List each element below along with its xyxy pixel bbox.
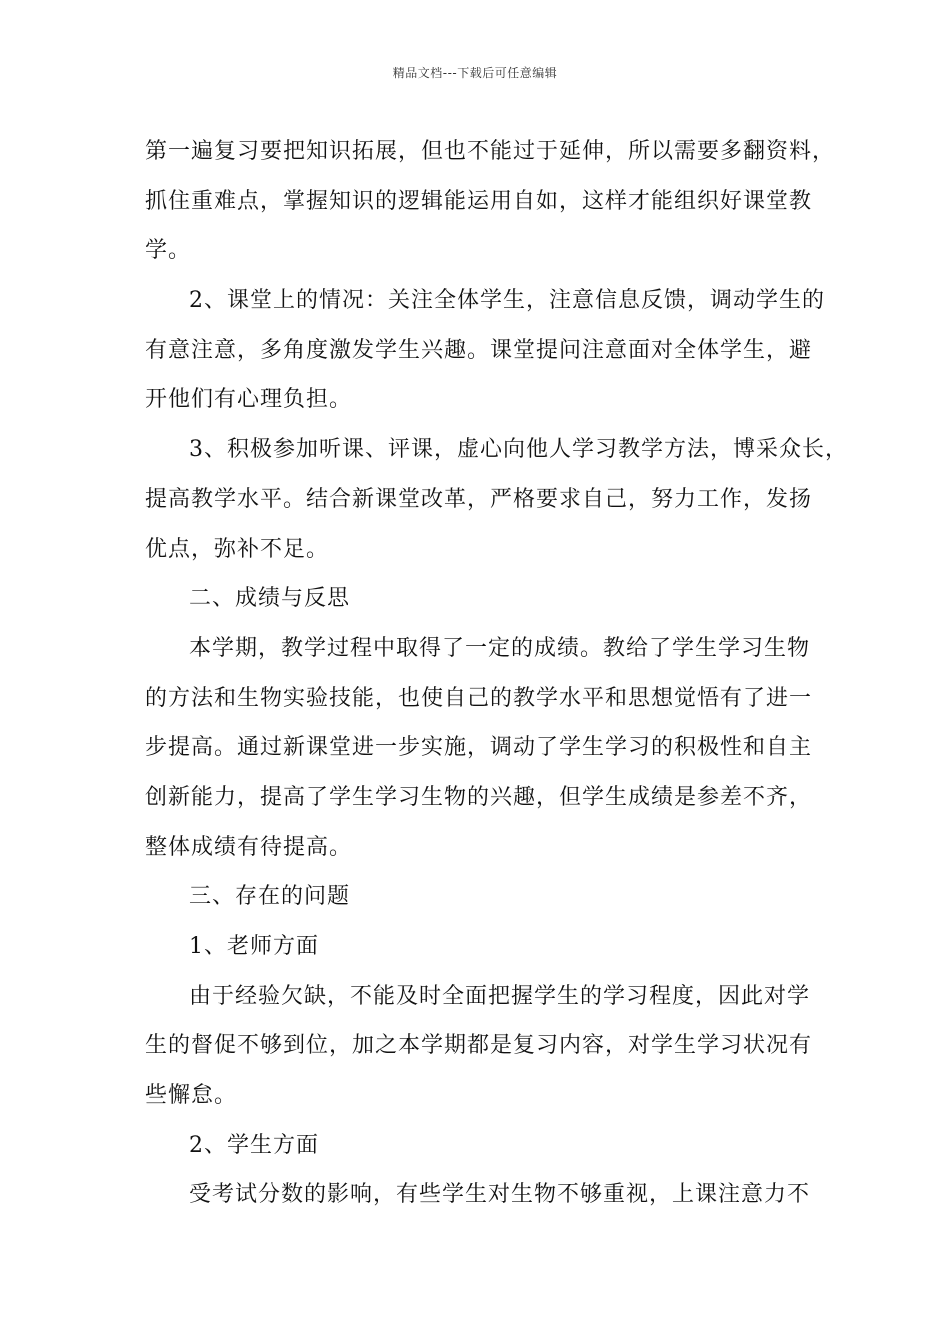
text-line: 有意注意，多角度激发学生兴趣。课堂提问注意面对全体学生，避	[145, 337, 813, 363]
text-line: 些懈怠。	[145, 1083, 238, 1109]
subsection-heading: 2、学生方面	[189, 1132, 319, 1158]
text-line: 第一遍复习要把知识拓展，但也不能过于延伸，所以需要多翻资料，	[145, 139, 836, 164]
text-line: 整体成绩有待提高。	[145, 834, 353, 860]
text-line: 抓住重难点，掌握知识的逻辑能运用自如，这样才能组织好课堂教	[145, 188, 813, 214]
text-line: 由于经验欠缺，不能及时全面把握学生的学习程度，因此对学	[189, 983, 811, 1009]
text-line: 学。	[145, 238, 192, 264]
text-line: 创新能力，提高了学生学习生物的兴趣，但学生成绩是参差不齐，	[145, 784, 813, 810]
text-line: 3、积极参加听课、评课，虚心向他人学习教学方法，博采众长，	[189, 437, 848, 463]
subsection-heading: 1、老师方面	[189, 934, 319, 959]
section-heading: 二、成绩与反思	[189, 586, 351, 612]
text-line: 优点，弥补不足。	[145, 536, 330, 562]
section-heading: 三、存在的问题	[189, 884, 351, 910]
document-body	[145, 132, 848, 1225]
text-line: 步提高。通过新课堂进一步实施，调动了学生学习的积极性和自主	[145, 735, 813, 761]
page-header: 精品文档---下载后可任意编辑	[392, 66, 558, 80]
text-line: 2、课堂上的情况：关注全体学生，注意信息反馈，调动学生的	[189, 288, 825, 314]
text-line: 本学期，教学过程中取得了一定的成绩。教给了学生学习生物	[189, 635, 811, 661]
text-line: 受考试分数的影响，有些学生对生物不够重视，上课注意力不	[189, 1182, 811, 1208]
text-line: 生的督促不够到位，加之本学期都是复习内容，对学生学习状况有	[145, 1033, 813, 1059]
text-line: 的方法和生物实验技能，也使自己的教学水平和思想觉悟有了进一	[145, 685, 813, 711]
text-line: 开他们有心理负担。	[145, 387, 353, 413]
text-line: 提高教学水平。结合新课堂改革，严格要求自己，努力工作，发扬	[145, 486, 813, 512]
